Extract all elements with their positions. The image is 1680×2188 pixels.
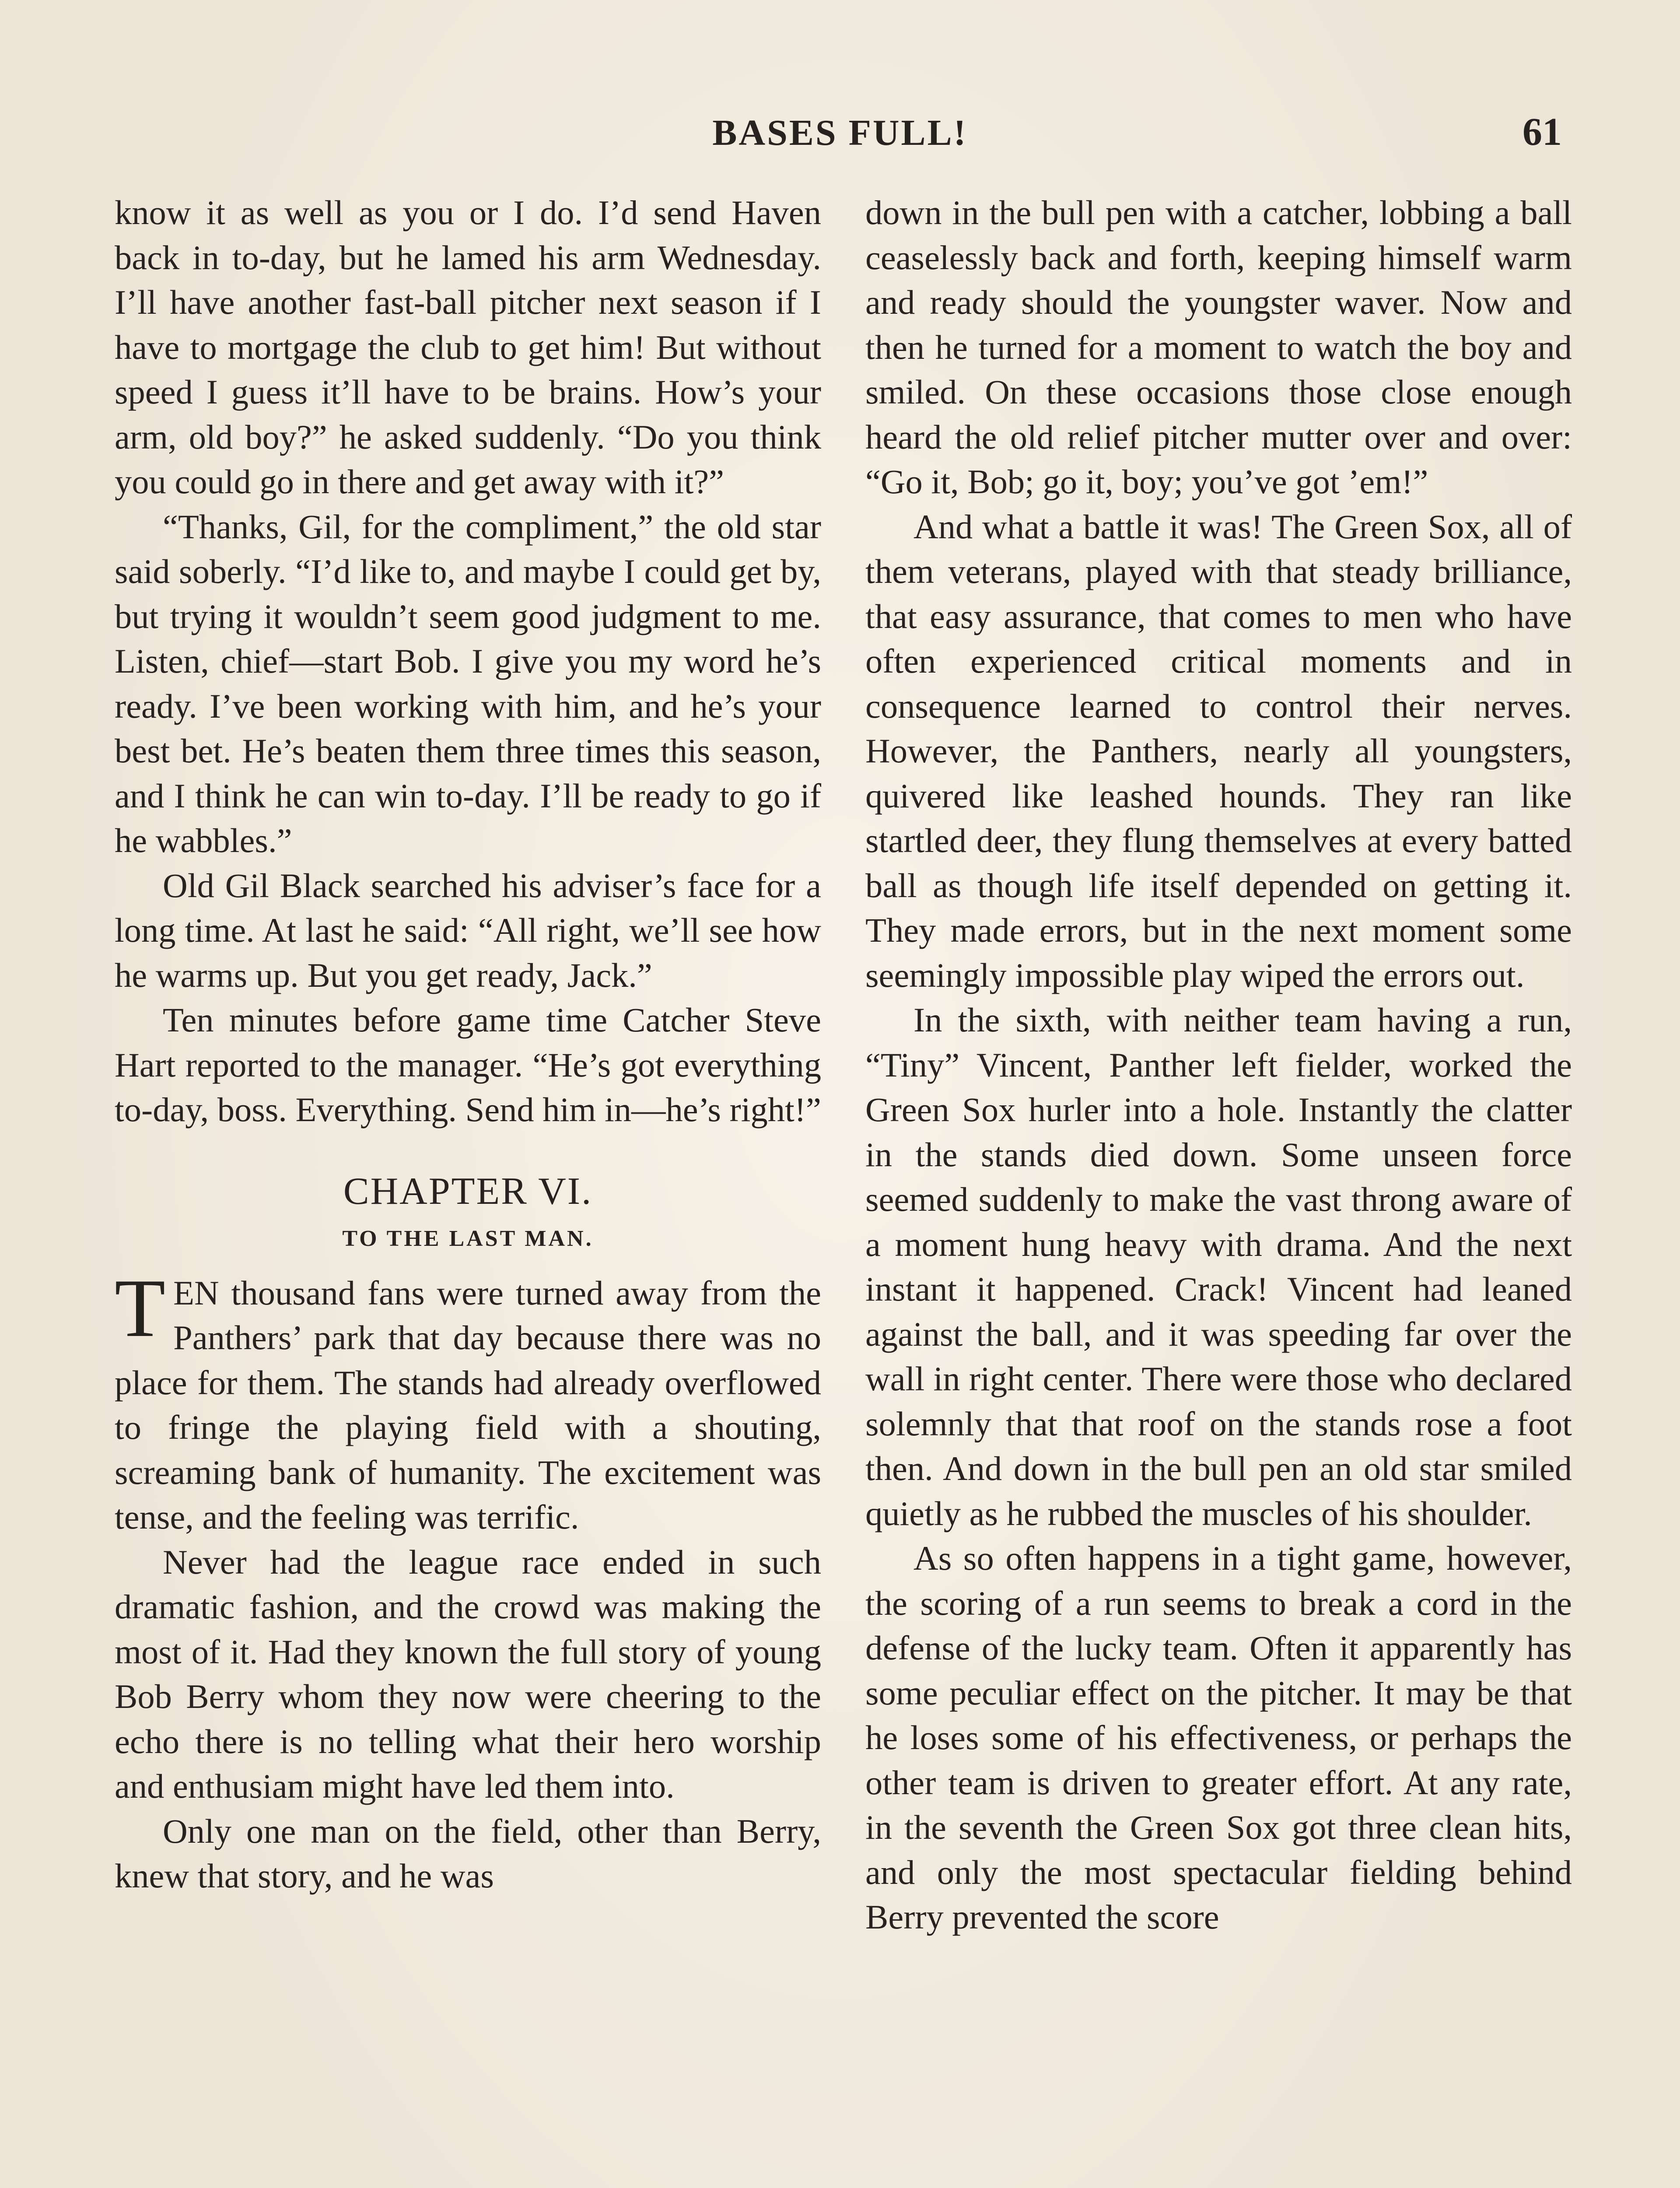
paragraph: And what a battle it was! The Green Sox, all of them veterans, played with that steady brilliance, that easy assurance, that comes to men who have often experienced critical moments and in consequence learned to control their nerves. However, the Panthers, nearly all youngsters, quivered like leashed hounds. They ran like startled deer, they flung themselves at every batted ball as though life itself depended on getting it. They made errors, but in the next moment some seemingly impossible play wiped the errors out. xyxy=(865,507,1572,994)
paragraph: As so often happens in a tight game, however, the scoring of a run seems to break a cord in the defense of the lucky team. Often it apparently has some peculiar effect on the pitcher. It may be that he loses some of his effectiveness, or perhaps the other team is driven to greater effort. At any rate, in the seventh the Green Sox got three clean hits, and only the most spectacular fielding behind Berry prevented the score xyxy=(865,1539,1572,1936)
paragraph: In the sixth, with neither team having a run, “Tiny” Vincent, Panther left fielder, worked the Green Sox hurler into a hole. Instantly the clatter in the stands died down. Some unseen force seemed suddenly to make the vast throng aware of a moment hung heavy with drama. And the next instant it happened. Crack! Vincent had leaned against the ball, and it was speeding far over the wall in right center. There were those who declared solemnly that that roof on the stands rose a foot then. And down in the bull pen an old star smiled quietly as he rubbed the muscles of his shoulder. xyxy=(865,1001,1572,1532)
paragraph: Ten minutes before game time Catcher Steve Hart reported to the manager. “He’s got everything to-day, boss. Everything. Send him in—he’s right!” xyxy=(115,1001,821,1129)
chapter-title: CHAPTER VI. xyxy=(343,1170,593,1213)
paragraph: Only one man on the field, other than Berry, knew that story, and he was xyxy=(115,1812,821,1895)
paragraph-drop-cap: TEN thousand fans were turned away from the Panthers’ park that day because there was no place for them. The stands had already overflowed to fringe the playing field with a shouting, screaming bank of humanity. The excitement was tense, and the feeling was terrific. xyxy=(115,1262,821,1536)
right-column xyxy=(865,190,1572,1940)
left-column xyxy=(115,190,821,1899)
chapter-subtitle: TO THE LAST MAN. xyxy=(342,1226,594,1251)
paragraph: “Thanks, Gil, for the compliment,” the old star said soberly. “I’d like to, and maybe I could get by, but trying it wouldn’t seem good judgment to me. Listen, chief—start Bob. I give you my word he’s ready. I’ve been working with him, and he’s your best bet. He’s beaten them three times this season, and I think he can win to-day. I’ll be ready to go if he wabbles.” xyxy=(115,507,821,859)
page-number: 61 xyxy=(1522,110,1562,154)
running-title: BASES FULL! xyxy=(712,112,968,153)
paragraph: Old Gil Black searched his adviser’s face for a long time. At last he said: “All right, we’ll see how he warms up. But you get ready, Jack.” xyxy=(115,866,821,994)
paragraph: know it as well as you or I do. I’d send Haven back in to-day, but he lamed his arm Wednesday. I’ll have another fast-ball pitcher next season if I have to mortgage the club to get him! But without speed I guess it’ll have to be brains. How’s your arm, old boy?” he asked suddenly. “Do you think you could go in there and get away with it?” xyxy=(115,193,821,501)
paragraph: down in the bull pen with a catcher, lobbing a ball ceaselessly back and forth, keeping himself warm and ready should the youngster waver. Now and then he turned for a moment to watch the boy and smiled. On these occasions those close enough heard the old relief pitcher mutter over and over: “Go it, Bob; go it, boy; you’ve got ’em!” xyxy=(865,193,1572,501)
paragraph: Never had the league race ended in such dramatic fashion, and the crowd was making the most of it. Had they known the full story of young Bob Berry whom they now were cheering to the echo there is no telling what their hero worship and enthusiam might have led them into. xyxy=(115,1543,821,1805)
